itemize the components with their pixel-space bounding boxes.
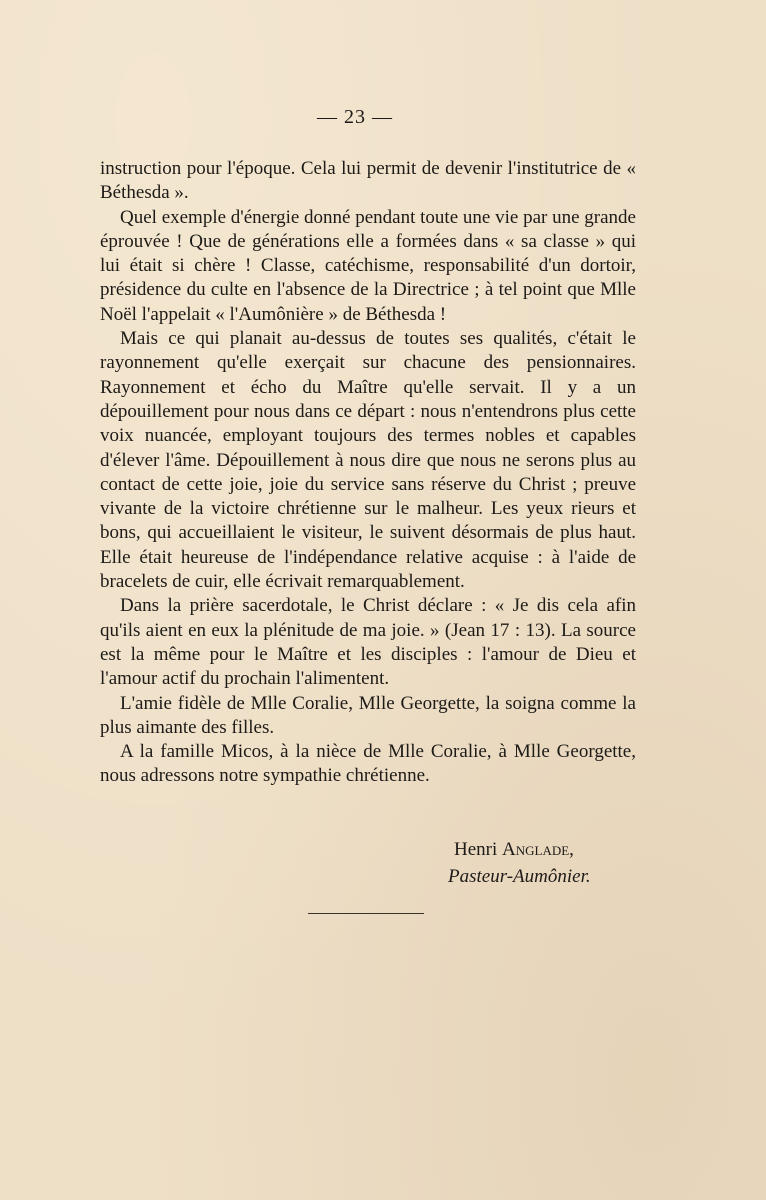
paragraph-4: Dans la prière sacerdotale, le Christ déclare : « Je dis cela afin qu'ils aient en eux la plénitude de ma joie. » (Jean 17 : 13). La source est la même pour le Maître et les disciples : l'amour de Dieu et l'amour actif du prochain l'alimentent. — [100, 595, 636, 690]
body-text — [100, 157, 636, 789]
paragraph-2: Quel exemple d'énergie donné pendant toute une vie par une grande éprouvée ! Que de générations elle a formées dans « sa classe » qui lui était si chère ! Classe, catéchisme, responsabilité d'un dortoir, présidence du culte en l'absence de la Directrice ; à tel point que Mlle Noël l'appelait « l'Aumônière » de Béthesda ! — [100, 206, 636, 325]
closing-rule — [308, 913, 424, 914]
paragraph-5: L'amie fidèle de Mlle Coralie, Mlle Georgette, la soigna comme la plus aimante des filles. — [100, 692, 636, 738]
paragraph-1: instruction pour l'époque. Cela lui permit de devenir l'institutrice de « Béthesda ». — [100, 158, 636, 204]
signature-block — [448, 836, 591, 890]
signature-title: Pasteur-Aumônier. — [448, 866, 591, 887]
signature-surname: Anglade, — [502, 839, 574, 860]
paragraph-3: Mais ce qui planait au-dessus de toutes ses qualités, c'était le rayonnement qu'elle exerçait sur chacune des pensionnaires. Rayonnement et écho du Maître qu'elle servait. Il y a un dépouillement pour nous dans ce départ : nous n'entendrons plus cette voix nuancée, employant toujours des termes nobles et capables d'élever l'âme. Dépouillement à nous dire que nous ne serons plus au contact de cette joie, joie du service sans réserve du Christ ; preuve vivante de la victoire chrétienne sur le malheur. Les yeux rieurs et bons, qui accueillaient le visiteur, le suivent désormais de plus haut. Elle était heureuse de l'indépendance relative acquise : à l'aide de bracelets de cuir, elle écrivait remarquablement. — [100, 328, 636, 593]
signature-first-name: Henri — [454, 839, 498, 860]
signature-name — [454, 836, 591, 863]
page-number: — 23 — — [317, 106, 393, 128]
paragraph-6: A la famille Micos, à la nièce de Mlle Coralie, à Mlle Georgette, nous adressons notre sympathie chrétienne. — [100, 741, 636, 787]
